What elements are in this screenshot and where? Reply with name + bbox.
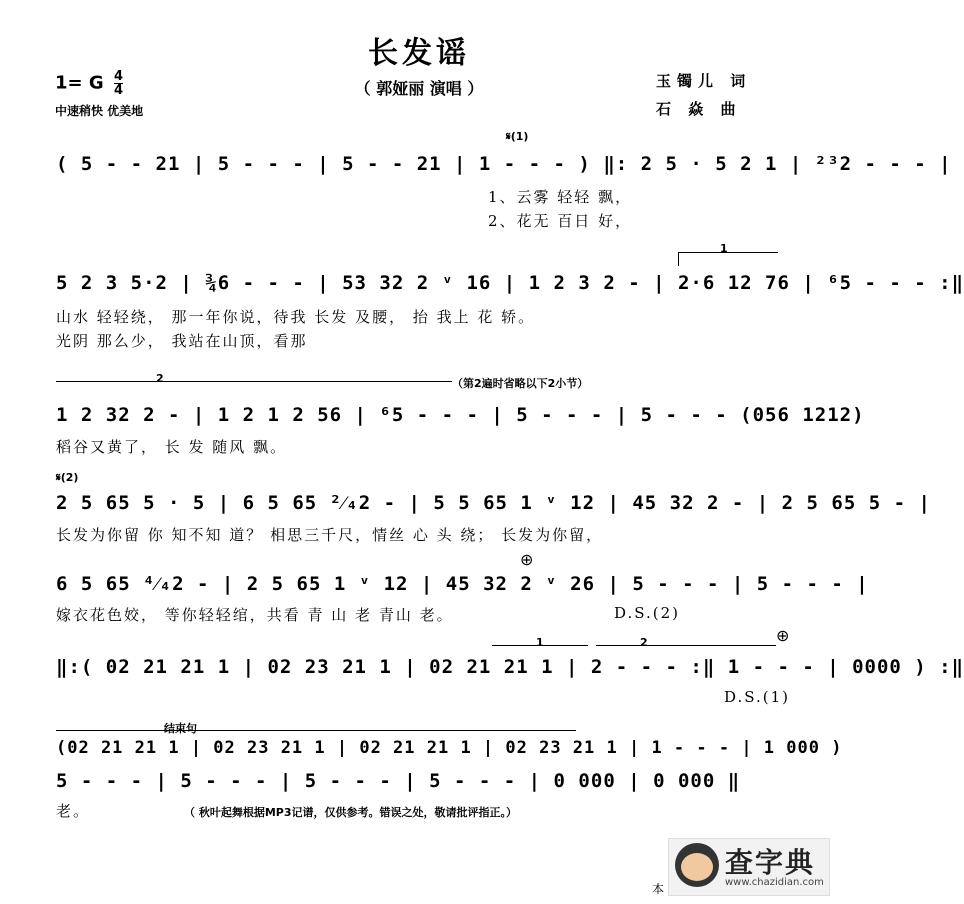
song-title: 长发谣 xyxy=(368,36,470,71)
key-label: 1= G xyxy=(55,72,104,94)
coda-icon: ⊕ xyxy=(520,550,534,569)
site-logo[interactable] xyxy=(668,838,830,896)
notation-line-4: 2 5 65 5 · 5 | 6 5 65 ²⁄₄2 - | 5 5 65 1 ᵛ 12 | 45 32 2 - | 2 5 65 5 - | xyxy=(56,492,931,514)
lyric-line-7: 老。 xyxy=(56,802,91,820)
footer-fragment: 本 xyxy=(652,882,665,896)
segno-mark-1: 𝄋(1) xyxy=(506,130,529,143)
key-signature xyxy=(55,70,123,97)
ending-label: 结束句 xyxy=(164,722,197,735)
volta-number-6b: 2 xyxy=(640,636,648,649)
composer-credit: 石 焱 曲 xyxy=(656,100,742,118)
volta-bracket-2 xyxy=(56,381,452,382)
time-signature xyxy=(114,70,123,97)
skip-remark: （第2遍时省略以下2小节） xyxy=(452,377,589,390)
lyric-line-3: 稻谷又黄了， 长 发 随风 飘。 xyxy=(56,438,288,456)
notation-line-7-bottom: 5 - - - | 5 - - - | 5 - - - | 5 - - - | 0 000 | 0 000 ‖ xyxy=(56,770,741,792)
logo-text: 查字典 xyxy=(725,846,816,879)
lyric-line-1-verse-2: 2、花无 百日 好， xyxy=(488,212,633,230)
singer-line: （ 郭娅丽 演唱 ） xyxy=(354,79,484,98)
volta-number-6a: 1 xyxy=(536,636,544,649)
volta-number-1: 1 xyxy=(720,242,728,255)
coda-icon-2: ⊕ xyxy=(776,626,790,645)
transcriber-note: （ 秋叶起舞根据MP3记谱，仅供参考。错误之处，敬请批评指正。） xyxy=(184,806,517,819)
notation-line-2: 5 2 3 5·2 | ¾6 - - - | 53 32 2 ᵛ 16 | 1 2 3 2 - | 2·6 12 76 | ⁶5 - - - :‖ xyxy=(56,272,964,294)
lyric-line-4: 长发为你留 你 知不知 道？ 相思三千尺，情丝 心 头 绕； 长发为你留， xyxy=(56,526,604,544)
logo-face-icon xyxy=(681,853,713,881)
volta-bracket-1-end xyxy=(678,252,679,266)
notation-line-3: 1 2 32 2 - | 1 2 1 2 56 | ⁶5 - - - | 5 - - - | 5 - - - (056 1212) xyxy=(56,404,865,426)
lyric-line-2-verse-1: 山水 轻轻绕， 那一年你说，待我 长发 及腰， 抬 我上 花 轿。 xyxy=(56,308,536,326)
time-numerator: 4 xyxy=(113,69,123,84)
segno-mark-2: 𝄋(2) xyxy=(56,471,79,484)
lyric-line-2-verse-2: 光阴 那么少， 我站在山顶，看那 xyxy=(56,332,308,350)
notation-line-7-top: (02 21 21 1 | 02 23 21 1 | 02 21 21 1 | 02 23 21 1 | 1 - - - | 1 000 ) xyxy=(56,738,843,758)
notation-line-1: ( 5 - - 21 | 5 - - - | 5 - - 21 | 1 - - - ) ‖: 2 5 · 5 2 1 | ²³2 - - - | xyxy=(56,153,952,175)
lyric-line-1-verse-1: 1、云雾 轻轻 飘， xyxy=(488,188,633,206)
ending-bracket xyxy=(56,730,576,731)
lyricist-credit: 玉镯儿 词 xyxy=(656,72,752,90)
tempo-marking: 中速稍快 优美地 xyxy=(55,104,144,118)
volta-number-2: 2 xyxy=(156,372,164,385)
volta-bracket-1 xyxy=(678,252,778,253)
volta-bracket-6b xyxy=(596,645,776,646)
lyric-line-5: 嫁衣花色姣， 等你轻轻绾，共看 青 山 老 青山 老。 xyxy=(56,606,454,624)
notation-line-6: ‖:( 02 21 21 1 | 02 23 21 1 | 02 21 21 1 | 2 - - - :‖ 1 - - - | 0000 ) :‖ xyxy=(56,656,964,678)
logo-url: www.chazidian.com xyxy=(725,877,824,888)
notation-line-5: 6 5 65 ⁴⁄₄2 - | 2 5 65 1 ᵛ 12 | 45 32 2 ᵛ 26 | 5 - - - | 5 - - - | xyxy=(56,573,869,595)
time-denominator: 4 xyxy=(113,83,123,98)
ds-2-marking: D.S.(2) xyxy=(614,604,681,622)
ds-1-marking: D.S.(1) xyxy=(724,688,791,706)
